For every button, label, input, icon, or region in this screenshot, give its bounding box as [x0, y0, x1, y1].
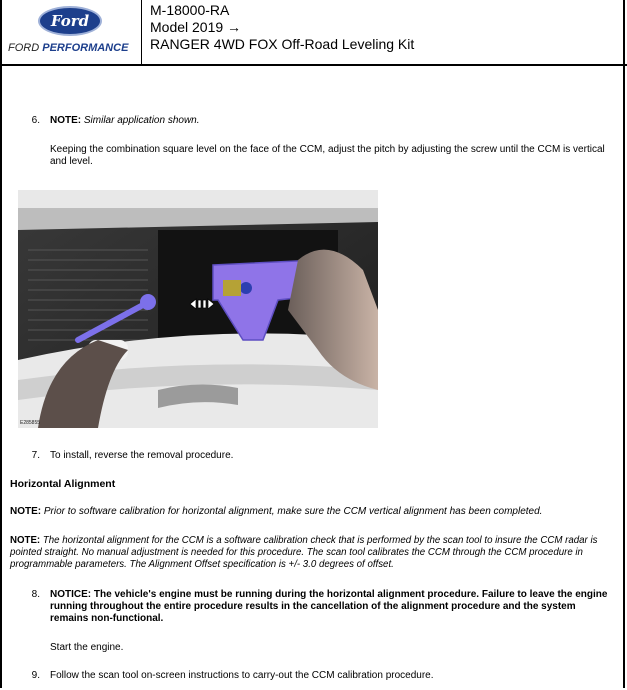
procedure-illustration — [18, 190, 378, 428]
section-title: Horizontal Alignment — [10, 478, 116, 490]
procedure-photo — [18, 190, 378, 428]
title-block — [150, 2, 414, 53]
step-number: 6. — [31, 115, 40, 126]
note-label: NOTE: — [50, 115, 82, 126]
ford-performance-wordmark — [8, 42, 128, 54]
note-label: NOTE: — [10, 535, 41, 546]
figure-code: E285855 — [20, 420, 41, 426]
step-number: 9. — [31, 670, 40, 681]
wordmark-part-1: FORD — [8, 42, 43, 54]
part-number: M-18000-RA — [150, 2, 230, 18]
kit-name: RANGER 4WD FOX Off-Road Leveling Kit — [150, 36, 415, 52]
notice-text: NOTICE: The vehicle's engine must be running during the horizontal alignment procedure. Failure to leave the engine running throughout the entire procedure results in the cancellation of the alignment procedure and the system remains non-functional. — [50, 589, 608, 624]
logo-cell — [0, 0, 142, 64]
note-1 — [10, 506, 615, 518]
step-6-body: Keeping the combination square level on the face of the CCM, adjust the pitch by adjusting the screw until the CCM is vertical and level. — [50, 144, 605, 167]
ford-logo — [38, 6, 102, 36]
step-7-text: To install, reverse the removal procedure. — [50, 450, 234, 461]
note-label: NOTE: — [10, 506, 42, 517]
note-2 — [10, 535, 615, 571]
step-number: 8. — [31, 589, 40, 600]
note-text: Similar application shown. — [83, 115, 200, 126]
step-8-action: Start the engine. — [50, 642, 124, 653]
note-text: Prior to software calibration for horizontal alignment, make sure the CCM vertical alignment has been completed. — [43, 506, 543, 517]
step-number: 7. — [31, 450, 40, 461]
ford-logo-text: Ford — [50, 12, 90, 30]
wordmark-part-2: PERFORMANCE — [42, 42, 129, 54]
document-header — [0, 0, 627, 66]
step-9-text: Follow the scan tool on-screen instructions to carry-out the CCM calibration procedure. — [50, 670, 434, 681]
model-line: Model 2019 → — [150, 19, 242, 35]
note-text: The horizontal alignment for the CCM is a software calibration check that is performed by the scan tool to insure the CCM radar is pointed straight. No manual adjustment is needed for this procedure. The scan tool calibrates the CCM through the CCM procedure in programmable parameters. The Alignment Offset specification is +/- 3.0 degrees of offset. — [10, 535, 598, 570]
